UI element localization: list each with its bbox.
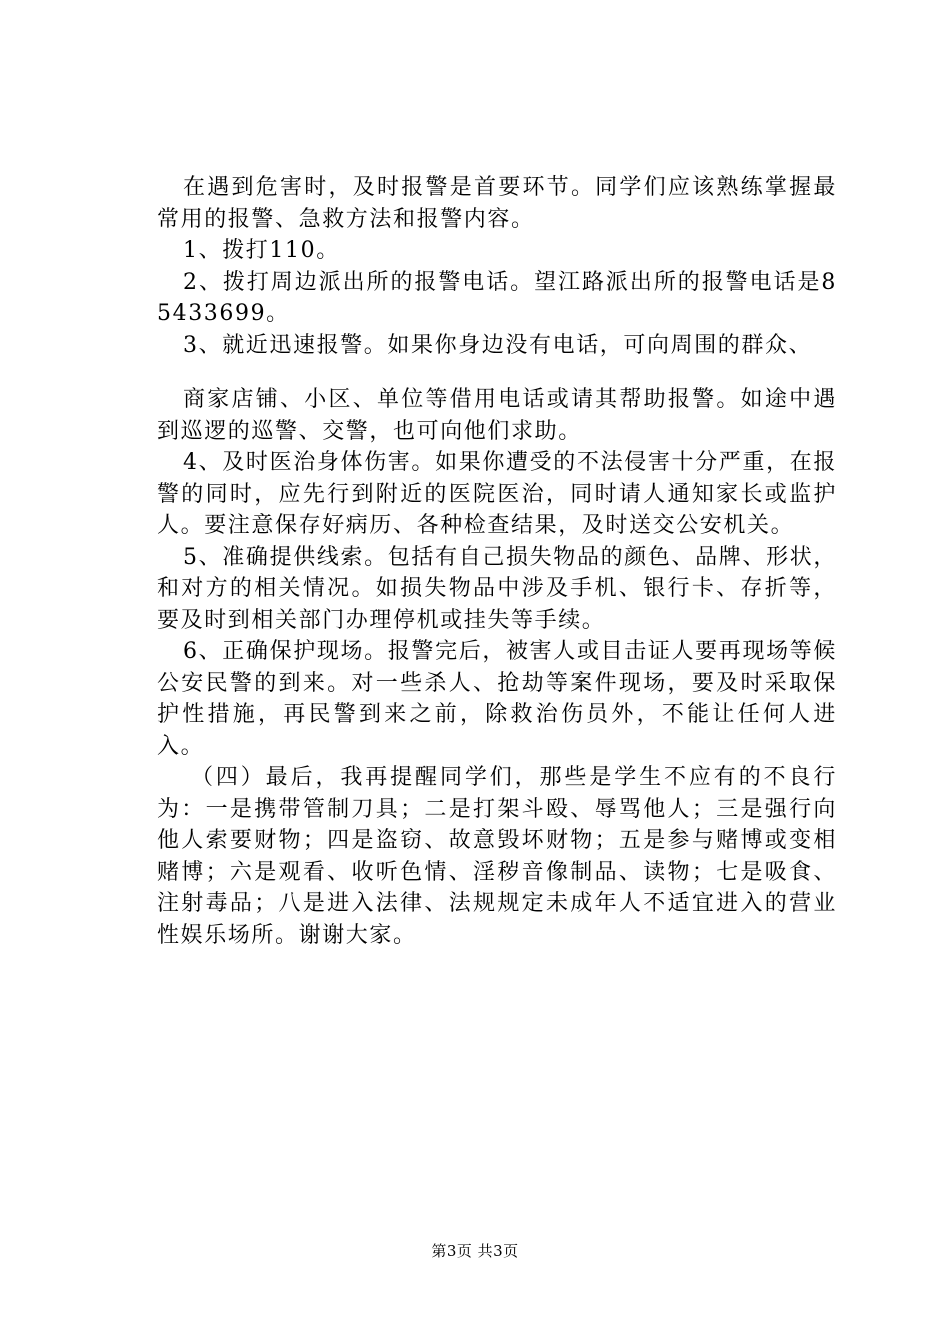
- paragraph-section-four: （四）最后，我再提醒同学们，那些是学生不应有的不良行为：一是携带管制刀具；二是打架斗殴、辱骂他人；三是强行向他人索要财物；四是盗窃、故意毁坏财物；五是参与赌博或变相赌博；六是观看、收听色情、淫秽音像制品、读物；七是吸食、注射毒品；八是进入法律、法规规定未成年人不适宜进入的营业性娱乐场所。谢谢大家。: [157, 765, 837, 948]
- paragraph-intro: 在遇到危害时，及时报警是首要环节。同学们应该熟练掌握最常用的报警、急救方法和报警内容。: [157, 175, 837, 232]
- paragraph-item-2: 2、拨打周边派出所的报警电话。望江路派出所的报警电话是85433699。: [157, 269, 837, 326]
- paragraph-gap: [157, 361, 837, 384]
- paragraph-item-6: 6、正确保护现场。报警完后，被害人或目击证人要再现场等候公安民警的到来。对一些杀人、抢劫等案件现场，要及时采取保护性措施，再民警到来之前，除救治伤员外，不能让任何人进入。: [157, 639, 837, 759]
- paragraph-item-3: 3、就近迅速报警。如果你身边没有电话，可向周围的群众、: [183, 332, 813, 358]
- paragraph-item-4: 4、及时医治身体伤害。如果你遭受的不法侵害十分严重，在报警的同时，应先行到附近的医院医治，同时请人通知家长或监护人。要注意保存好病历、各种检查结果，及时送交公安机关。: [157, 450, 837, 538]
- paragraph-item-1: 1、拨打110。: [183, 238, 340, 263]
- document-body: [157, 172, 837, 951]
- paragraph-item-3-continued: 商家店铺、小区、单位等借用电话或请其帮助报警。如途中遇到巡逻的巡警、交警，也可向他们求助。: [157, 387, 837, 444]
- paragraph-item-5: 5、准确提供线索。包括有自己损失物品的颜色、品牌、形状，和对方的相关情况。如损失物品中涉及手机、银行卡、存折等，要及时到相关部门办理停机或挂失等手续。: [157, 544, 837, 633]
- page-number-footer: 第3页 共3页: [431, 1242, 519, 1260]
